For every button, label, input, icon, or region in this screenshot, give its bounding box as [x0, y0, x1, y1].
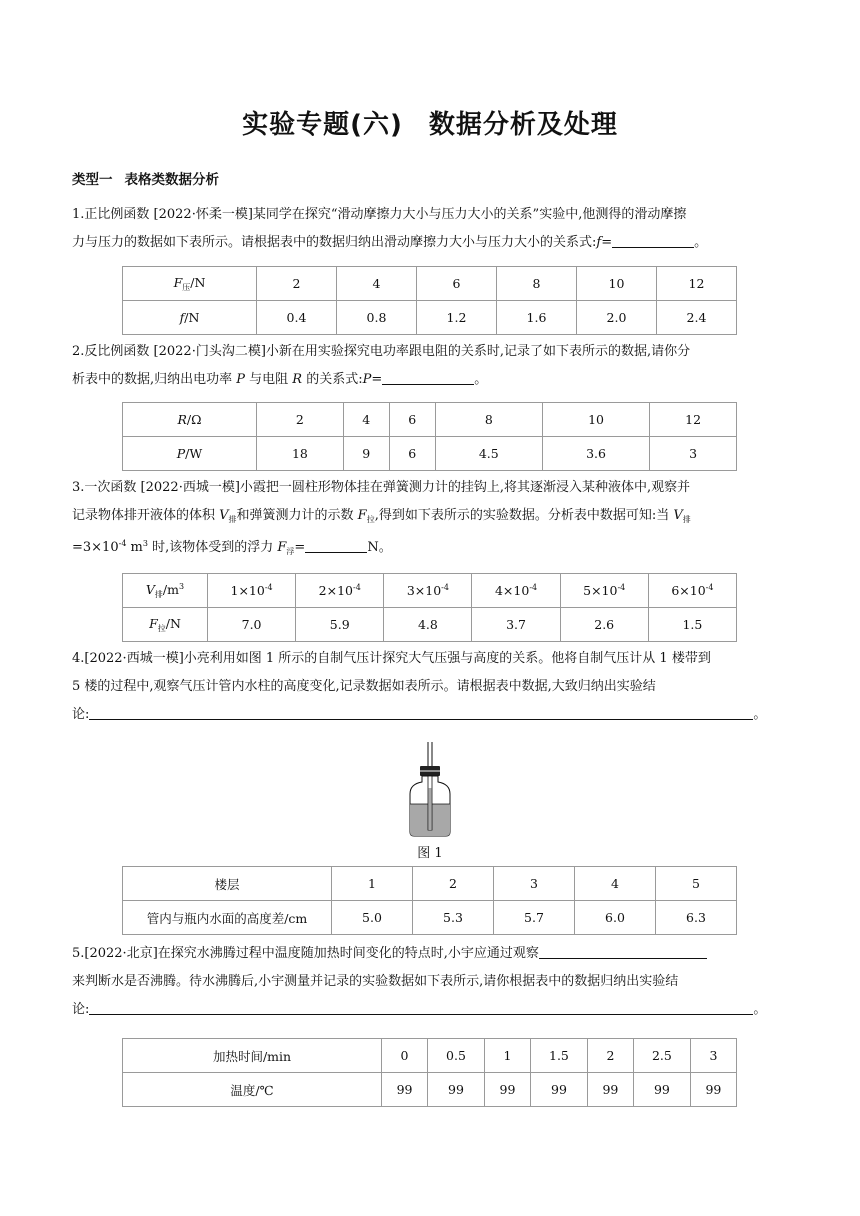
q2-r2c4: 4.5	[435, 437, 542, 471]
table-row	[123, 901, 737, 935]
q1-r1c2: 4	[337, 267, 417, 301]
table-row	[123, 1039, 737, 1073]
q3-r2c1: 7.0	[208, 608, 296, 642]
q3-table	[122, 573, 737, 642]
q4-row1-label: 楼层	[123, 867, 332, 901]
q3-var-ff-sub: 浮	[286, 547, 295, 556]
q1-r1c5: 10	[577, 267, 657, 301]
q3-r1c3-e: -4	[441, 583, 449, 592]
q2-var-p2: P	[362, 372, 372, 387]
question-2	[72, 338, 788, 394]
q3-r1c5	[560, 574, 648, 608]
question-5	[72, 940, 788, 1024]
q2-r2c1: 18	[257, 437, 344, 471]
q1-row2-label	[123, 301, 257, 335]
q5-r2c2: 99	[428, 1073, 485, 1107]
q3-row1-var: V	[145, 581, 155, 597]
q3-r1c2-e: -4	[353, 583, 361, 592]
page-title	[0, 104, 860, 141]
q3-r1c5-e: -4	[617, 583, 626, 592]
q1-line-2-text: 力与压力的数据如下表所示。请根据表中的数据归纳出滑动摩擦力大小与压力大小的关系式:	[72, 235, 597, 250]
q2-r1c4: 8	[435, 403, 542, 437]
q3-row1-exp: 3	[179, 581, 185, 591]
q2-line-1: 2.反比例函数 [2022·门头沟二模]小新在用实验探究电功率跟电阻的关系时,记录了如下表所示的数据,请你分	[72, 344, 691, 359]
q2-r2c2: 9	[343, 437, 389, 471]
q2-r1c2: 4	[343, 403, 389, 437]
q4-r1c2: 2	[413, 867, 494, 901]
barometer-figure	[400, 740, 460, 840]
q3-r1c6-e: -4	[705, 583, 714, 592]
q1-r2c4: 1.6	[497, 301, 577, 335]
q5-r2c5: 99	[587, 1073, 633, 1107]
q5-line-2: 来判断水是否沸腾。待水沸腾后,小宇测量并记录的实验数据如下表所示,请你根据表中的数据归纳出实验结	[72, 974, 679, 989]
section-label: 类型一	[72, 172, 113, 188]
q4-end: 。	[753, 707, 767, 722]
q3-text-e: m	[126, 540, 143, 555]
q1-r2c6: 2.4	[657, 301, 737, 335]
q3-r1c5-m: 5×10	[583, 583, 618, 598]
q3-row2-label	[123, 608, 208, 642]
q4-r2c2: 5.3	[413, 901, 494, 935]
q3-r1c1-e: -4	[264, 583, 273, 592]
q3-text-f: 时,该物体受到的浮力	[147, 540, 278, 555]
q1-line-2	[72, 229, 788, 257]
q3-text-c: ,得到如下表所示的实验数据。分析表中数据可知:当	[374, 508, 674, 523]
q3-var-v-sub: 排	[228, 515, 237, 524]
q2-text-a: 析表中的数据,归纳出电功率	[72, 372, 237, 387]
q3-var-v: V	[219, 508, 229, 523]
q2-r1c1: 2	[257, 403, 344, 437]
q2-text-c: 的关系式:	[302, 372, 363, 387]
q1-row1-unit: /N	[190, 274, 206, 290]
q3-var-f-sub: 拉	[366, 515, 375, 524]
q3-exp: -4	[118, 539, 127, 548]
q4-r2c5: 6.3	[656, 901, 737, 935]
q3-row2-sub: 拉	[157, 623, 166, 633]
q3-exp2: 3	[142, 539, 148, 548]
q5-r1c2: 0.5	[428, 1039, 485, 1073]
q3-r2c4: 3.7	[472, 608, 560, 642]
title-main: 实验专题(六)	[242, 110, 403, 140]
q2-r1c3: 6	[389, 403, 435, 437]
q1-r2c1: 0.4	[257, 301, 337, 335]
q1-answer-blank[interactable]	[612, 231, 694, 248]
q3-row1-label	[123, 574, 208, 608]
q3-r2c2: 5.9	[296, 608, 384, 642]
q3-r1c2	[296, 574, 384, 608]
q3-line-2	[72, 502, 788, 530]
title-sub: 数据分析及处理	[428, 110, 618, 140]
q2-answer-blank[interactable]	[382, 368, 474, 385]
q3-r1c2-m: 2×10	[318, 583, 353, 598]
q2-table	[122, 402, 737, 471]
q1-row2-var: f	[179, 310, 185, 325]
q2-r2c5: 3.6	[542, 437, 649, 471]
q3-text-b: 和弹簧测力计的示数	[236, 508, 358, 523]
q3-text-d: =3×10	[72, 540, 119, 555]
q5-line-1	[72, 940, 788, 968]
q5-r2c1: 99	[382, 1073, 428, 1107]
q4-r1c3: 3	[494, 867, 575, 901]
q3-row2-var: F	[149, 615, 158, 631]
q1-row1-var: F	[173, 274, 183, 290]
q3-text-a: 记录物体排开液体的体积	[72, 508, 220, 523]
q2-row1-label	[123, 403, 257, 437]
table-row	[123, 301, 737, 335]
q4-row2-label: 管内与瓶内水面的高度差/cm	[123, 901, 332, 935]
q1-r2c5: 2.0	[577, 301, 657, 335]
q2-r2c6: 3	[650, 437, 737, 471]
q4-prefix: 论:	[72, 707, 90, 722]
q5-observe-blank[interactable]	[539, 942, 707, 959]
question-3	[72, 474, 788, 558]
q5-row2-label: 温度/℃	[123, 1073, 382, 1107]
q1-end: 。	[694, 235, 708, 250]
q5-r1c7: 3	[690, 1039, 736, 1073]
q2-row1-var: R	[177, 412, 187, 427]
q4-r2c3: 5.7	[494, 901, 575, 935]
barometer-water-column	[428, 788, 431, 830]
q1-r2c2: 0.8	[337, 301, 417, 335]
q3-var-v2: V	[673, 508, 683, 523]
q3-line-1: 3.一次函数 [2022·西城一模]小霞把一圆柱形物体挂在弹簧测力计的挂钩上,将其逐渐浸入某种液体中,观察并	[72, 480, 691, 495]
q2-r1c5: 10	[542, 403, 649, 437]
q4-r2c4: 6.0	[575, 901, 656, 935]
q5-r2c7: 99	[690, 1073, 736, 1107]
q3-r1c4-m: 4×10	[494, 583, 530, 598]
q2-row2-label	[123, 437, 257, 471]
q5-end: 。	[753, 1002, 767, 1017]
q3-row1-unit: /m	[162, 581, 179, 597]
q3-r2c3: 4.8	[384, 608, 472, 642]
q5-r2c3: 99	[484, 1073, 530, 1107]
q1-line-1: 1.正比例函数 [2022·怀柔一模]某同学在探究“滑动摩擦力大小与压力大小的关系”实验中,他测得的滑动摩擦	[72, 207, 687, 222]
q2-row2-var: P	[176, 446, 186, 461]
q2-end: 。	[474, 372, 488, 387]
q5-r1c1: 0	[382, 1039, 428, 1073]
q1-table	[122, 266, 737, 335]
q1-row2-unit: /N	[184, 310, 200, 325]
q4-r1c1: 1	[332, 867, 413, 901]
table-row	[123, 574, 737, 608]
table-row	[123, 403, 737, 437]
figure-caption: 图 1	[417, 846, 443, 861]
q4-line-3	[72, 701, 788, 729]
q3-r1c3-m: 3×10	[406, 583, 442, 598]
q4-table	[122, 866, 737, 935]
section-heading	[72, 168, 219, 188]
q3-eq: =	[294, 540, 306, 555]
q2-var-p: P	[236, 372, 246, 387]
q3-r1c4	[472, 574, 560, 608]
q4-r2c1: 5.0	[332, 901, 413, 935]
q2-r1c6: 12	[650, 403, 737, 437]
q1-r1c6: 12	[657, 267, 737, 301]
q3-r1c4-e: -4	[529, 583, 538, 592]
q3-r1c3	[384, 574, 472, 608]
q5-r1c4: 1.5	[531, 1039, 588, 1073]
q5-answer-blank[interactable]	[89, 998, 753, 1015]
q2-r2c3: 6	[389, 437, 435, 471]
q1-row1-label	[123, 267, 257, 301]
q1-r1c4: 8	[497, 267, 577, 301]
q2-eq: =	[371, 372, 383, 387]
q5-row1-label: 加热时间/min	[123, 1039, 382, 1073]
q5-r2c6: 99	[633, 1073, 690, 1107]
table-row	[123, 608, 737, 642]
q3-r1c6	[648, 574, 736, 608]
q5-r1c5: 2	[587, 1039, 633, 1073]
q4-answer-blank[interactable]	[89, 703, 753, 720]
q1-var-f: f	[596, 235, 602, 250]
q3-r2c5: 2.6	[560, 608, 648, 642]
table-row	[123, 1073, 737, 1107]
table-row	[123, 437, 737, 471]
q5-r1c3: 1	[484, 1039, 530, 1073]
q1-r2c3: 1.2	[417, 301, 497, 335]
q5-line-1-text: 5.[2022·北京]在探究水沸腾过程中温度随加热时间变化的特点时,小宇应通过观察	[72, 946, 539, 961]
q5-table	[122, 1038, 737, 1107]
q1-eq: =	[601, 235, 613, 250]
question-4	[72, 645, 788, 729]
q5-line-3	[72, 996, 788, 1024]
q3-r1c1-m: 1×10	[230, 583, 265, 598]
question-1	[72, 201, 788, 257]
q4-r1c5: 5	[656, 867, 737, 901]
q2-row1-unit: /Ω	[186, 412, 202, 427]
section-title: 表格类数据分析	[124, 172, 219, 188]
q3-r1c1	[208, 574, 296, 608]
q3-answer-blank[interactable]	[305, 536, 367, 553]
q2-var-r: R	[292, 372, 303, 387]
q3-r2c6: 1.5	[648, 608, 736, 642]
q5-r2c4: 99	[531, 1073, 588, 1107]
q3-var-f: F	[357, 508, 367, 523]
q3-r1c6-m: 6×10	[671, 583, 706, 598]
q3-row2-unit: /N	[165, 615, 181, 631]
q5-prefix: 论:	[72, 1002, 90, 1017]
q4-line-1: 4.[2022·西城一模]小亮利用如图 1 所示的自制气压计探究大气压强与高度的关系。他将自制气压计从 1 楼带到	[72, 651, 711, 666]
q3-var-ff: F	[277, 540, 287, 555]
q2-row2-unit: /W	[185, 446, 203, 461]
q2-text-b: 与电阻	[245, 372, 293, 387]
table-row	[123, 267, 737, 301]
table-row	[123, 867, 737, 901]
q3-unit: N。	[367, 540, 392, 555]
q1-r1c3: 6	[417, 267, 497, 301]
q4-r1c4: 4	[575, 867, 656, 901]
q3-line-3	[72, 530, 788, 558]
q3-var-v2-sub: 排	[682, 515, 691, 524]
q2-line-2	[72, 366, 788, 394]
q4-line-2: 5 楼的过程中,观察气压计管内水柱的高度变化,记录数据如表所示。请根据表中数据,大致归纳出实验结	[72, 679, 656, 694]
q3-row1-sub: 排	[154, 589, 163, 599]
q5-r1c6: 2.5	[633, 1039, 690, 1073]
q1-row1-sub: 压	[182, 282, 191, 292]
q1-r1c1: 2	[257, 267, 337, 301]
